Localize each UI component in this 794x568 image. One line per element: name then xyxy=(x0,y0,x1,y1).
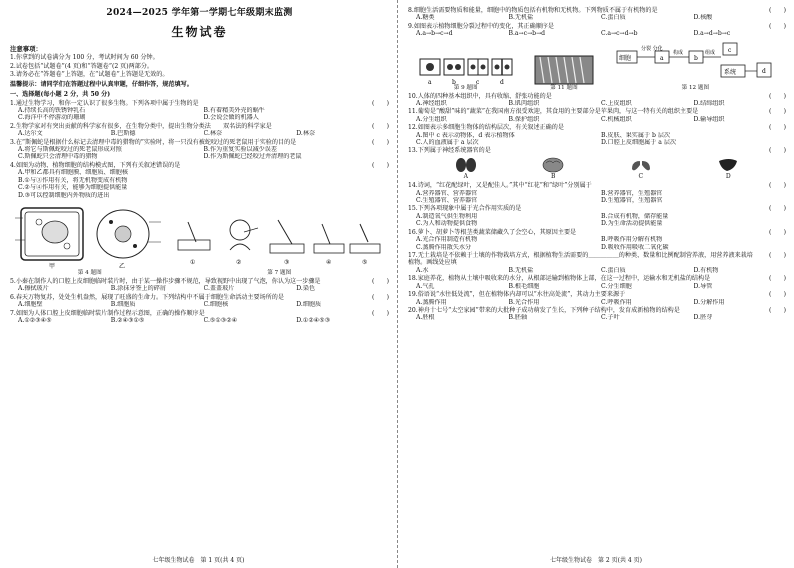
option-item[interactable]: A.气孔 xyxy=(416,282,435,290)
option-item[interactable]: C.a→c→d→b xyxy=(601,30,638,38)
option-item[interactable]: C.斯佩蛇只会清理中毒的猎物 xyxy=(18,153,98,161)
option-item[interactable]: D.会说会做的机器人 xyxy=(203,114,259,122)
answer-bracket[interactable]: ( ) xyxy=(769,291,786,299)
question-item xyxy=(408,7,786,22)
fig7-step: ② xyxy=(236,259,242,266)
option-item[interactable]: D.a→d→b→c xyxy=(693,30,731,38)
question-item xyxy=(10,123,389,138)
kidney-icon xyxy=(455,157,477,173)
option-item[interactable]: C.蛋白质 xyxy=(601,14,626,22)
answer-bracket[interactable]: ( ) xyxy=(769,147,786,155)
page-footer: 七年级生物试卷 第 2 页(共 4 页) xyxy=(550,556,642,564)
option-item[interactable]: C.②与④作用有关，能够为细胞提供能量 xyxy=(18,184,128,192)
options-list xyxy=(10,146,389,161)
question-item xyxy=(408,124,786,146)
question-stem-row xyxy=(408,93,786,100)
option-item[interactable]: D.结缔组织 xyxy=(693,99,725,107)
note-item: 2.试卷包括“试题卷”(4 页)和“答题卷”(2 页)两部分。 xyxy=(10,62,154,70)
option-item[interactable]: C.蛋白质 xyxy=(601,266,626,274)
organ-option xyxy=(542,157,564,180)
options-list xyxy=(408,213,786,228)
question-item xyxy=(10,100,389,122)
answer-bracket[interactable]: ( ) xyxy=(769,108,786,116)
question-stem-row xyxy=(408,23,786,30)
question-item xyxy=(408,307,786,322)
answer-bracket[interactable]: ( ) xyxy=(372,122,389,130)
option-item[interactable]: B.胚轴 xyxy=(508,314,528,322)
options-list xyxy=(10,107,389,122)
question-item xyxy=(408,182,786,204)
option-item[interactable]: A.水 xyxy=(416,266,429,274)
figure-7 xyxy=(174,210,384,277)
options-list xyxy=(408,30,786,37)
question-stem: 19.俗语说“水往低处流”，但在植物体内却可以“水往高处流”，其动力主要来源于 xyxy=(408,291,626,299)
option-item[interactable]: B.无机盐 xyxy=(508,266,534,274)
question-item xyxy=(408,93,786,108)
question-stem-row xyxy=(10,294,389,301)
question-stem-row xyxy=(408,108,786,115)
option-item[interactable]: A.持续长高的铁锈钟乳石 xyxy=(18,106,86,114)
question-item xyxy=(10,310,389,325)
option-item[interactable]: A.营养器官、营养器官 xyxy=(416,189,478,197)
option-item[interactable]: B.保护组织 xyxy=(508,115,540,123)
option-item[interactable]: D.③可以控制细胞内外物质的进出 xyxy=(18,191,110,199)
question-group xyxy=(408,182,786,322)
tissue-micrograph xyxy=(534,55,594,85)
question-stem: 16.萝卜、胡萝卜等根茎类蔬菜储藏久了会空心，其原因主要是 xyxy=(408,228,577,236)
question-item xyxy=(408,205,786,227)
answer-bracket[interactable]: ( ) xyxy=(372,99,389,107)
organ-option xyxy=(630,157,652,180)
option-item[interactable]: B.a→c→b→d xyxy=(508,30,546,38)
question-stem-row xyxy=(408,275,786,282)
question-stem-row xyxy=(408,7,786,14)
answer-bracket[interactable]: ( ) xyxy=(372,277,389,285)
option-item[interactable]: B.细胞质 xyxy=(110,301,136,309)
question-item xyxy=(408,275,786,290)
option-item[interactable]: A.将它与斯佩蛇咬过的死老鼠形成对照 xyxy=(18,146,122,154)
option-item[interactable]: B.涂抹牙签上的碎屑 xyxy=(110,285,166,293)
question-item xyxy=(10,139,389,161)
option-item[interactable]: B.呼吸作用分解有机物 xyxy=(601,236,663,244)
answer-bracket[interactable]: ( ) xyxy=(372,293,389,301)
question-stem-row xyxy=(408,124,786,131)
fig12-node: c xyxy=(728,46,732,54)
notes-heading: 注意事项： xyxy=(10,44,42,53)
figure-9 xyxy=(419,55,513,92)
question-item xyxy=(10,294,389,309)
question-stem-row xyxy=(408,252,786,267)
cell-diagram xyxy=(15,202,165,270)
option-item[interactable]: D.导管 xyxy=(693,282,713,290)
answer-bracket[interactable]: ( ) xyxy=(769,306,786,314)
fig7-caption: 第 7 题图 xyxy=(267,270,292,276)
option-item[interactable]: C.上皮组织 xyxy=(601,99,632,107)
option-item[interactable]: A.a→b→c→d xyxy=(416,30,453,38)
option-item[interactable]: D.细胞质 xyxy=(296,301,322,309)
options-list xyxy=(408,14,786,21)
question-stem: 3.在“斯佩蛇是根据什么标记去清理中毒的猎物的”实验时，将一只没有被蛇咬过的死老鼠用于实验的目的是 xyxy=(10,138,297,146)
answer-bracket[interactable]: ( ) xyxy=(769,92,786,100)
option-item[interactable]: A.图中 c 表示动物体，d 表示植物体 xyxy=(416,131,515,139)
fig12-arrow-label: 分裂 分化 xyxy=(641,45,663,52)
option-item[interactable]: B.营养器官，生殖器官 xyxy=(601,189,663,197)
option-item[interactable]: B.无机盐 xyxy=(508,14,534,22)
option-item[interactable]: C.细胞核 xyxy=(203,301,229,309)
fig4-label: 甲 xyxy=(48,263,55,270)
answer-bracket[interactable]: ( ) xyxy=(769,22,786,30)
option-item[interactable]: B.①与③作用有关，将无机物变成有机物 xyxy=(18,176,128,184)
option-item[interactable]: C.⑤①③②④ xyxy=(203,316,238,324)
option-item[interactable]: C.盖盖玻片 xyxy=(203,285,235,293)
option-item[interactable]: D.胚芽 xyxy=(693,314,713,322)
fig9-letter: b xyxy=(451,78,456,85)
question-stem-row xyxy=(10,123,389,130)
question-group xyxy=(10,100,389,199)
structure-levels-diagram xyxy=(615,41,775,85)
option-item[interactable]: C.分生细胞 xyxy=(601,282,632,290)
question-stem: 9.如图表示植物细胞分裂过程中的变化，其正确顺序是 xyxy=(408,22,554,30)
option-item[interactable]: D.作为斯佩蛇已经咬过并清理的老鼠 xyxy=(203,153,302,161)
note-item: 3.请务必在“答题卷”上答题，在“试题卷”上答题是无效的。 xyxy=(10,71,169,79)
option-item[interactable]: B.巴斯德 xyxy=(110,130,136,138)
question-stem-row xyxy=(10,139,389,146)
option-item[interactable]: B.作为重复实验以减少误差 xyxy=(203,146,277,154)
option-item[interactable]: A.甲和乙都具有细胞膜、细胞质、细胞核 xyxy=(18,169,128,177)
options-list xyxy=(10,301,389,308)
figure-12 xyxy=(615,41,775,92)
fig12-node: 构成 xyxy=(673,49,684,56)
option-item[interactable]: D.为生命活动提供能量 xyxy=(601,220,663,228)
question-stem-row xyxy=(408,147,786,154)
notes-list xyxy=(10,54,389,78)
option-item[interactable]: C.林奈 xyxy=(203,130,223,138)
question-stem: 12.如图表示多细胞生物体的结构层次，有关叙述正确的是 xyxy=(408,124,564,132)
question-item xyxy=(408,229,786,251)
option-item[interactable]: A.细胞壁 xyxy=(18,301,43,309)
question-group xyxy=(10,278,389,325)
question-group xyxy=(408,93,786,155)
option-item[interactable]: A.蒸腾作用 xyxy=(416,298,447,306)
option-item[interactable]: C.为人和动物提供食物 xyxy=(416,220,478,228)
option-item[interactable]: C.人的血液属于 a 层次 xyxy=(416,139,479,147)
division-stages xyxy=(419,55,513,85)
option-item[interactable]: C.海洋中不停游动的珊瑚 xyxy=(18,114,86,122)
slide-steps-diagram xyxy=(174,210,384,270)
option-item[interactable]: D.分解作用 xyxy=(693,298,725,306)
question-stem: 8.细胞生活需要物质和能量，细胞中的物质包括有机物和无机物。下列物质不属于有机物的是 xyxy=(408,7,658,14)
answer-bracket[interactable]: ( ) xyxy=(769,182,786,190)
question-stem: 17.无土栽培是不依赖于土壤的作物栽培方式，根据植物生活需要的＿＿＿＿＿的种类、数量和比例配制营养液，用营养液来栽培植物。画线处应填 xyxy=(408,251,753,267)
option-item[interactable]: A.擦拭玻片 xyxy=(18,285,49,293)
question-group xyxy=(408,7,786,38)
question-stem: 20.神舟十七号“太空家园”带来的大批种子成功萌发了生长，下列种子结构中，发育成新植物的结构是 xyxy=(408,306,680,314)
option-item[interactable]: A.胚根 xyxy=(416,314,435,322)
options-list xyxy=(10,130,389,137)
answer-bracket[interactable]: ( ) xyxy=(769,205,786,213)
question-stem: 1.通过生物学习，和你一定认识了很多生物。下列各项中属于生物的是 xyxy=(10,99,199,107)
question-stem: 18.家庭养花，植物从土壤中吸收来的水分，从根部运输到植物体上部，在这一过程中，运输水和无机盐的结构是 xyxy=(408,275,711,283)
fig9-letter: a xyxy=(427,78,432,85)
question-stem-row xyxy=(408,205,786,212)
answer-bracket[interactable]: ( ) xyxy=(372,138,389,146)
fig7-step: ④ xyxy=(326,259,332,266)
option-item[interactable]: B.光合作用 xyxy=(508,298,540,306)
fig12-node: a xyxy=(660,54,664,62)
options-list xyxy=(408,314,786,321)
option-item[interactable]: C.蒸腾作用散失水分 xyxy=(416,243,472,251)
option-item[interactable]: C.机械组织 xyxy=(601,115,632,123)
note-item: 1.你拿到的试卷满分为 100 分，考试时间为 60 分钟。 xyxy=(10,54,159,62)
question-item xyxy=(408,147,786,154)
fig12-caption: 第 12 题图 xyxy=(681,84,710,91)
organ-letter: C xyxy=(638,172,644,180)
option-item[interactable]: B.肌肉组织 xyxy=(508,99,540,107)
fig12-node: d xyxy=(762,67,767,75)
options-list xyxy=(408,236,786,251)
figure-row-9-12 xyxy=(408,41,786,92)
question-stem-row xyxy=(10,162,389,169)
question-stem-row xyxy=(10,100,389,107)
organ-option xyxy=(455,157,477,180)
option-item[interactable]: D.染色 xyxy=(296,285,316,293)
options-list xyxy=(10,169,389,199)
fig9-caption: 第 9 题图 xyxy=(453,84,478,91)
question-stem: 13.下列属于神经系统器官的是 xyxy=(408,147,491,155)
fig9-letter: d xyxy=(499,78,504,85)
organ-letter: B xyxy=(551,172,556,180)
question-stem: 2.生物学家对有突出贡献的科学家有很多，在生物分类中，提出生物分类法 双名法的科学家是 xyxy=(10,122,272,130)
question-stem-row xyxy=(10,310,389,317)
fig12-node: 组成 xyxy=(705,49,716,56)
fig12-node: b xyxy=(694,54,699,62)
fig12-node: 系统 xyxy=(724,68,737,76)
option-item[interactable]: D.核酸 xyxy=(693,14,713,22)
option-item[interactable]: A.糖类 xyxy=(416,14,435,22)
fig12-node: 细胞 xyxy=(619,54,632,62)
options-list xyxy=(408,116,786,123)
options-list xyxy=(408,100,786,107)
figure-row-4-7 xyxy=(10,202,389,277)
question-stem: 11.葡萄是“酸甜”味的“蔬菜”在我国南方很受欢迎，其食用的主要部分是苹果肉，与这一特有关的组织主要是 xyxy=(408,108,699,116)
question-stem-row xyxy=(10,278,389,285)
answer-bracket[interactable]: ( ) xyxy=(372,309,389,317)
option-item[interactable]: A.①②③④⑤ xyxy=(18,316,52,324)
question-stem: 5.小秦在制作人的口腔上皮细胞临时装片时，由于某一操作步骤不规范，导致视野中出现了气泡，你认为这一步骤是 xyxy=(10,277,321,285)
answer-bracket[interactable]: ( ) xyxy=(769,124,786,132)
options-list xyxy=(408,267,786,274)
question-item xyxy=(10,278,389,293)
exam-title: 2024—2025 学年第一学期七年级期末监测 xyxy=(106,8,293,18)
option-item[interactable]: B.合成有机物，储存能量 xyxy=(601,212,669,220)
lungs-icon xyxy=(630,157,652,173)
option-item[interactable]: A.光合作用制造有机物 xyxy=(416,236,478,244)
options-list xyxy=(10,317,389,324)
option-item[interactable]: B.皮肤、果实属于 b 层次 xyxy=(601,131,671,139)
option-item[interactable]: A.神经组织 xyxy=(416,99,447,107)
option-item[interactable]: D.口腔上皮细胞属于 a 层次 xyxy=(601,139,677,147)
question-stem: 6.春天万物复苏，处处生机盎然，展现了旺盛的生命力。下列结构中不属于细胞生命活动主要场所的是 xyxy=(10,293,284,301)
question-item xyxy=(10,162,389,199)
liver-icon xyxy=(717,157,739,173)
options-list xyxy=(408,299,786,306)
organ-option xyxy=(717,157,739,180)
organ-letter: D xyxy=(725,172,731,180)
options-list xyxy=(408,283,786,290)
fig4-label: 乙 xyxy=(118,263,125,270)
options-list xyxy=(408,132,786,147)
option-item[interactable]: D.生殖器官，生殖器官 xyxy=(601,197,663,205)
page-footer: 七年级生物试卷 第 1 页(共 4 页) xyxy=(152,556,245,564)
figure-11 xyxy=(534,55,594,92)
question-stem: 7.如图为人体口腔上皮细胞临时装片制作过程示意图，正确的操作顺序是 xyxy=(10,309,205,317)
option-item[interactable]: A.制造氧气供生物利用 xyxy=(416,212,478,220)
question-stem-row xyxy=(408,229,786,236)
option-item[interactable]: C.生殖器官、营养器官 xyxy=(416,197,478,205)
question-item xyxy=(408,291,786,306)
fig9-letter: c xyxy=(475,78,480,85)
question-item xyxy=(408,108,786,123)
warm-tip: 温馨提示：请同学们在答题过程中认真审题，仔细作答，规范填写。 xyxy=(10,80,193,88)
question-stem-row xyxy=(408,182,786,189)
option-item[interactable]: D.林奈 xyxy=(296,130,316,138)
fig7-step: ① xyxy=(190,259,196,266)
answer-bracket[interactable]: ( ) xyxy=(769,251,786,259)
fig7-step: ⑤ xyxy=(362,259,368,266)
organ-images xyxy=(408,157,786,180)
cell-division-images xyxy=(419,55,513,85)
option-item[interactable]: B.根毛细胞 xyxy=(508,282,540,290)
answer-bracket[interactable]: ( ) xyxy=(769,7,786,14)
answer-bracket[interactable]: ( ) xyxy=(769,228,786,236)
question-item xyxy=(408,252,786,274)
option-item[interactable]: B.有着精美外壳的蜗牛 xyxy=(203,106,265,114)
organ-letter: A xyxy=(463,172,468,180)
subject-title: 生物试卷 xyxy=(171,24,228,39)
options-list xyxy=(10,285,389,292)
option-item[interactable]: D.有机物 xyxy=(693,266,719,274)
fig4-caption: 第 4 题图 xyxy=(77,270,102,276)
question-stem-row xyxy=(408,291,786,298)
question-stem: 14.诗词，“红花配绿叶，又是配佳人。”其中“红花”和“绿叶”分别属于 xyxy=(408,182,592,190)
option-item[interactable]: A.分生组织 xyxy=(416,115,447,123)
answer-bracket[interactable]: ( ) xyxy=(372,161,389,169)
fig7-step: ③ xyxy=(284,259,290,266)
option-item[interactable]: D.吸收作用吸收二氧化碳 xyxy=(601,243,669,251)
page-right xyxy=(397,0,794,568)
question-item xyxy=(408,23,786,38)
option-item[interactable]: C.呼吸作用 xyxy=(601,298,632,306)
options-list xyxy=(408,190,786,205)
option-item[interactable]: C.子叶 xyxy=(601,314,620,322)
brain-icon xyxy=(542,157,564,173)
option-item[interactable]: D.①②④⑤③ xyxy=(296,316,331,324)
answer-bracket[interactable]: ( ) xyxy=(769,275,786,283)
question-stem-row xyxy=(408,307,786,314)
question-stem: 4.如图为动物、植物细胞的结构模式图，下列有关叙述错误的是 xyxy=(10,161,181,169)
section-heading: 一、选择题(每小题 2 分，共 50 分) xyxy=(10,91,111,99)
fig11-caption: 第 11 题图 xyxy=(550,84,578,91)
question-stem: 15.下列各项现象中属于光合作用实质的是 xyxy=(408,205,522,213)
question-stem: 10.人体的四种基本组织中，具有收缩、舒张功能的是 xyxy=(408,92,552,100)
option-item[interactable]: B.②④③①⑤ xyxy=(110,316,145,324)
figure-4 xyxy=(15,202,165,277)
option-item[interactable]: A.达尔文 xyxy=(18,130,43,138)
option-item[interactable]: D.输导组织 xyxy=(693,115,725,123)
